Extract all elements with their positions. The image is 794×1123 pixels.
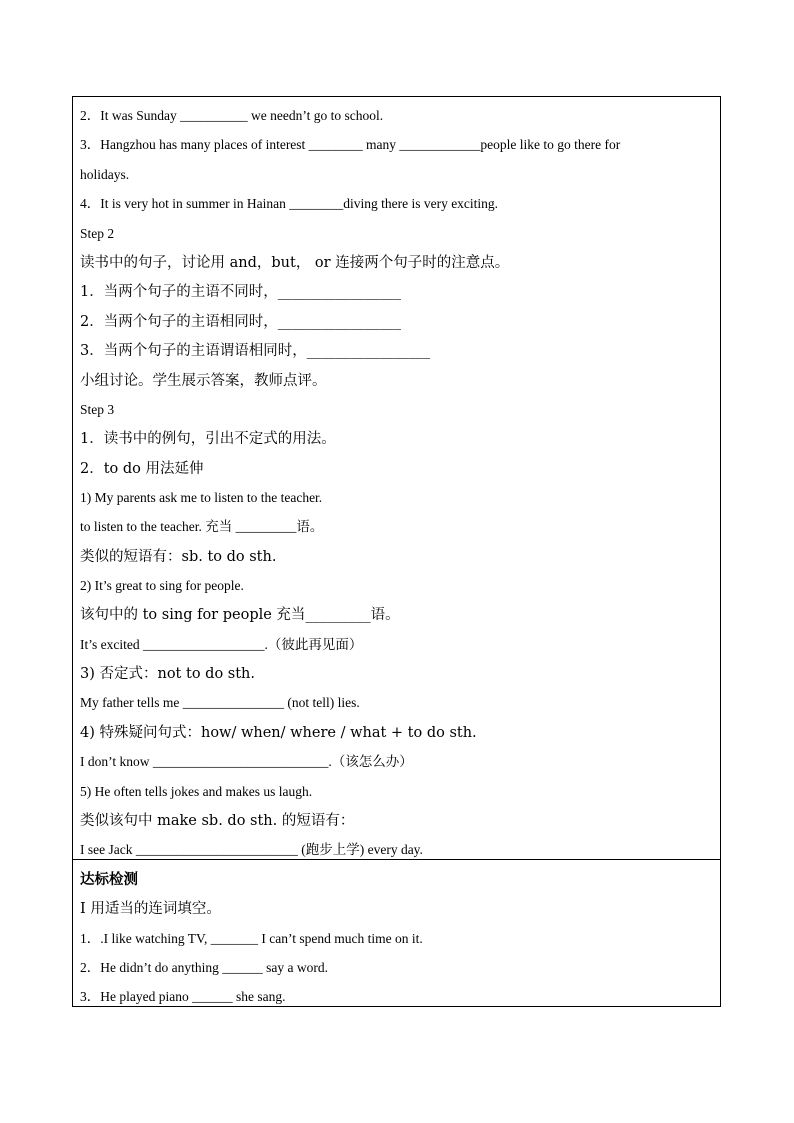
step-2-instruction: 读书中的句子，讨论用 and，but， or 连接两个句子时的注意点。 [80, 255, 510, 271]
exercise-line-3: 3．Hangzhou has many places of interest ________ many ____________people like to go there for [80, 137, 621, 152]
usage-2-role: 该句中的 to sing for people 充当_________语。 [80, 607, 400, 623]
worksheet-table [72, 96, 721, 1007]
group-discussion-note: 小组讨论。学生展示答案，教师点评。 [80, 373, 327, 389]
usage-3-exercise: My father tells me _______________ (not tell) lies. [80, 695, 360, 710]
exercise-line-2: 2．It was Sunday __________ we needn’t go to school. [80, 108, 384, 123]
usage-4-heading: 4) 特殊疑问句式：how/ when/ where / what + to do sth. [80, 725, 477, 741]
step-2-heading: Step 2 [80, 226, 115, 241]
usage-5-example: 5) He often tells jokes and makes us laugh. [80, 784, 313, 799]
step-2-item-2: 2．当两个句子的主语相同时，_________________ [80, 314, 401, 330]
assessment-instruction: I 用适当的连词填空。 [80, 901, 221, 917]
step-2-item-1: 1．当两个句子的主语不同时，_________________ [80, 284, 401, 300]
step-3-item-2: 2．to do 用法延伸 [80, 461, 204, 477]
usage-2-example: 2) It’s great to sing for people. [80, 578, 244, 593]
usage-2-exercise: It’s excited __________________.（彼此再见面） [80, 637, 363, 652]
assessment-item-2: 2．He didn’t do anything ______ say a word. [80, 960, 328, 975]
step-2-item-3: 3．当两个句子的主语谓语相同时，_________________ [80, 343, 430, 359]
section-divider [73, 859, 720, 860]
usage-1-similar: 类似的短语有：sb. to do sth. [80, 549, 277, 565]
assessment-item-1: 1．.I like watching TV, _______ I can’t spend much time on it. [80, 931, 423, 946]
assessment-item-3: 3．He played piano ______ she sang. [80, 989, 286, 1004]
usage-4-exercise: I don’t know __________________________.（该怎么办） [80, 754, 413, 769]
exercise-line-3-cont: holidays. [80, 167, 130, 182]
usage-3-heading: 3) 否定式：not to do sth. [80, 666, 255, 682]
exercise-line-4: 4．It is very hot in summer in Hainan ________diving there is very exciting. [80, 196, 499, 211]
assessment-heading: 达标检测 [80, 871, 138, 888]
step-3-heading: Step 3 [80, 402, 115, 417]
usage-5-similar: 类似该句中 make sb. do sth. 的短语有： [80, 813, 355, 829]
step-3-item-1: 1．读书中的例句，引出不定式的用法。 [80, 431, 336, 447]
usage-1-example: 1) My parents ask me to listen to the teacher. [80, 490, 323, 505]
usage-5-exercise: I see Jack ________________________ (跑步上学) every day. [80, 842, 423, 857]
usage-1-role: to listen to the teacher. 充当 _________语。 [80, 519, 324, 534]
